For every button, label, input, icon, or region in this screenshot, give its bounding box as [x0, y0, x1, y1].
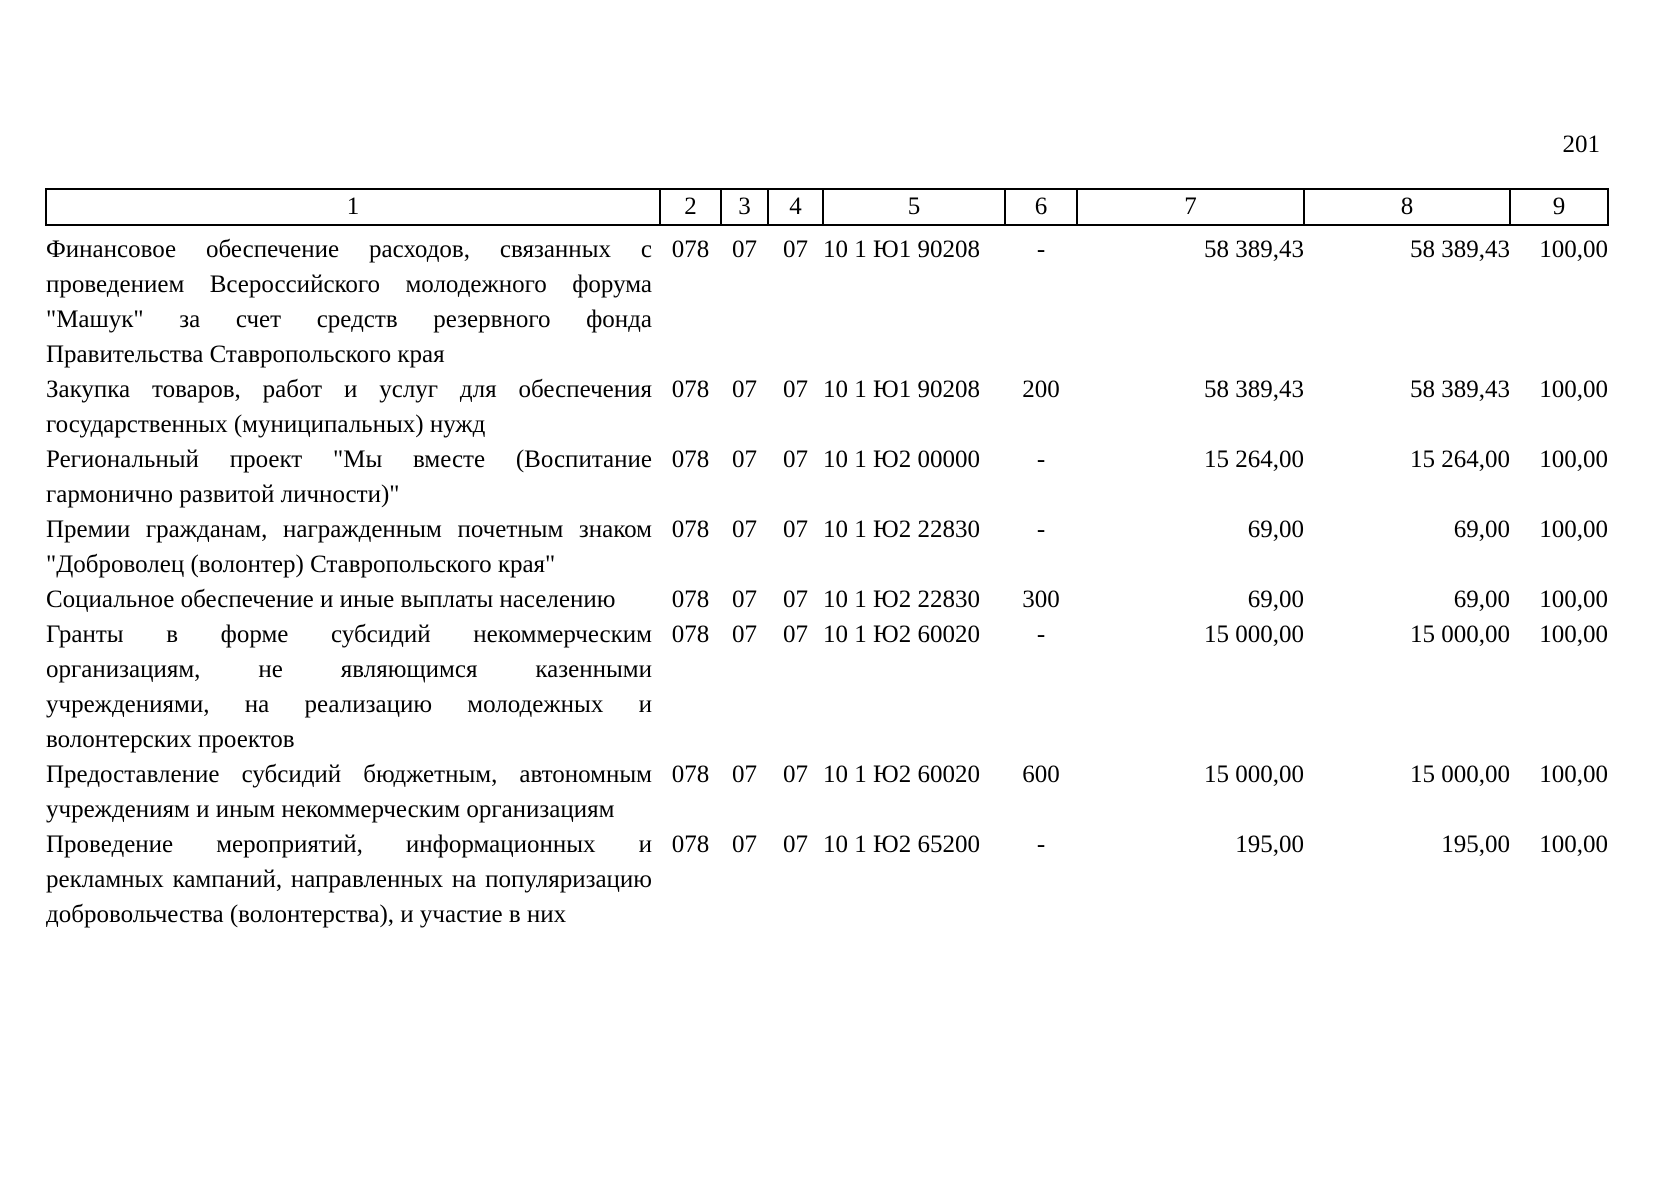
- cell-execution-percent: 100,00: [1539, 236, 1608, 263]
- row-name: Финансовое обеспечение расходов, связанных с проведением Всероссийского молодежного форума "Машук" за счет средств резервного фонда Правительства Ставропольского края: [46, 236, 652, 368]
- cell-target-article: 10 1 Ю2 22830: [823, 516, 980, 543]
- cell-subsection: 07: [783, 831, 808, 858]
- cell-expense-type: -: [1036, 236, 1046, 263]
- cell-execution-percent: 100,00: [1539, 516, 1608, 543]
- cell-executed-amount: 15 264,00: [1410, 446, 1510, 473]
- column-header-5: 5: [823, 189, 1005, 225]
- row-name: Региональный проект "Мы вместе (Воспитание гармонично развитой личности)": [46, 446, 652, 508]
- cell-ministry-code: 078: [671, 621, 710, 648]
- cell-target-article: 10 1 Ю2 60020: [823, 621, 980, 648]
- cell-ministry-code: 078: [671, 446, 710, 473]
- cell-subsection: 07: [783, 586, 808, 613]
- cell-executed-amount: 15 000,00: [1410, 621, 1510, 648]
- budget-table: [45, 188, 1609, 932]
- cell-planned-amount: 15 264,00: [1204, 446, 1304, 473]
- cell-expense-type: 200: [1022, 376, 1060, 403]
- cell-section: 07: [732, 761, 757, 788]
- table-header: [46, 189, 1608, 225]
- cell-ministry-code: 078: [671, 831, 710, 858]
- cell-target-article: 10 1 Ю2 22830: [823, 586, 980, 613]
- cell-target-article: 10 1 Ю2 65200: [823, 831, 980, 858]
- cell-subsection: 07: [783, 516, 808, 543]
- cell-planned-amount: 15 000,00: [1204, 621, 1304, 648]
- cell-executed-amount: 69,00: [1453, 586, 1510, 613]
- row-name: Социальное обеспечение и иные выплаты населению: [46, 586, 616, 613]
- cell-expense-type: 300: [1022, 586, 1060, 613]
- cell-target-article: 10 1 Ю2 60020: [823, 761, 980, 788]
- cell-executed-amount: 58 389,43: [1410, 236, 1510, 263]
- cell-expense-type: -: [1036, 621, 1046, 648]
- table-row: [46, 512, 1608, 582]
- cell-subsection: 07: [783, 236, 808, 263]
- cell-section: 07: [732, 621, 757, 648]
- cell-ministry-code: 078: [671, 376, 710, 403]
- row-name: Премии гражданам, награжденным почетным знаком "Доброволец (волонтер) Ставропольского края": [46, 516, 652, 578]
- cell-execution-percent: 100,00: [1539, 586, 1608, 613]
- cell-execution-percent: 100,00: [1539, 761, 1608, 788]
- cell-ministry-code: 078: [671, 516, 710, 543]
- table-row: [46, 225, 1608, 372]
- cell-executed-amount: 58 389,43: [1410, 376, 1510, 403]
- table-body: [46, 225, 1608, 932]
- table-row: [46, 617, 1608, 757]
- column-header-3: 3: [721, 189, 768, 225]
- cell-target-article: 10 1 Ю1 90208: [823, 376, 980, 403]
- cell-executed-amount: 15 000,00: [1410, 761, 1510, 788]
- cell-planned-amount: 58 389,43: [1204, 236, 1304, 263]
- row-name: Предоставление субсидий бюджетным, автономным учреждениям и иным некоммерческим организациям: [46, 761, 652, 823]
- cell-planned-amount: 69,00: [1247, 516, 1304, 543]
- cell-planned-amount: 58 389,43: [1204, 376, 1304, 403]
- cell-ministry-code: 078: [671, 236, 710, 263]
- table-row: [46, 827, 1608, 932]
- cell-subsection: 07: [783, 761, 808, 788]
- cell-ministry-code: 078: [671, 761, 710, 788]
- table-row: [46, 757, 1608, 827]
- cell-section: 07: [732, 236, 757, 263]
- column-header-1: 1: [46, 189, 660, 225]
- cell-section: 07: [732, 831, 757, 858]
- column-header-8: 8: [1304, 189, 1510, 225]
- row-name: Закупка товаров, работ и услуг для обеспечения государственных (муниципальных) нужд: [46, 376, 652, 438]
- cell-execution-percent: 100,00: [1539, 446, 1608, 473]
- cell-expense-type: -: [1036, 831, 1046, 858]
- table-row: [46, 372, 1608, 442]
- cell-expense-type: -: [1036, 446, 1046, 473]
- table-row: [46, 582, 1608, 617]
- cell-planned-amount: 69,00: [1247, 586, 1304, 613]
- cell-ministry-code: 078: [671, 586, 710, 613]
- cell-execution-percent: 100,00: [1539, 376, 1608, 403]
- cell-subsection: 07: [783, 376, 808, 403]
- table-row: [46, 442, 1608, 512]
- cell-planned-amount: 195,00: [1235, 831, 1304, 858]
- cell-expense-type: 600: [1022, 761, 1060, 788]
- cell-execution-percent: 100,00: [1539, 621, 1608, 648]
- cell-planned-amount: 15 000,00: [1204, 761, 1304, 788]
- cell-execution-percent: 100,00: [1539, 831, 1608, 858]
- cell-section: 07: [732, 446, 757, 473]
- column-header-2: 2: [660, 189, 721, 225]
- cell-executed-amount: 195,00: [1441, 831, 1510, 858]
- cell-section: 07: [732, 586, 757, 613]
- column-header-7: 7: [1077, 189, 1304, 225]
- cell-subsection: 07: [783, 621, 808, 648]
- cell-section: 07: [732, 376, 757, 403]
- column-header-6: 6: [1005, 189, 1077, 225]
- cell-section: 07: [732, 516, 757, 543]
- column-header-9: 9: [1510, 189, 1608, 225]
- cell-subsection: 07: [783, 446, 808, 473]
- row-name: Гранты в форме субсидий некоммерческим организациям, не являющимся казенными учреждениями, на реализацию молодежных и волонтерских проектов: [46, 621, 652, 753]
- header-row: [46, 189, 1608, 225]
- cell-target-article: 10 1 Ю1 90208: [823, 236, 980, 263]
- cell-expense-type: -: [1036, 516, 1046, 543]
- row-name: Проведение мероприятий, информационных и рекламных кампаний, направленных на популяризацию добровольчества (волонтерства), и участие в них: [46, 831, 652, 928]
- page-number: 201: [1562, 131, 1600, 158]
- column-header-4: 4: [768, 189, 823, 225]
- cell-target-article: 10 1 Ю2 00000: [823, 446, 980, 473]
- cell-executed-amount: 69,00: [1453, 516, 1510, 543]
